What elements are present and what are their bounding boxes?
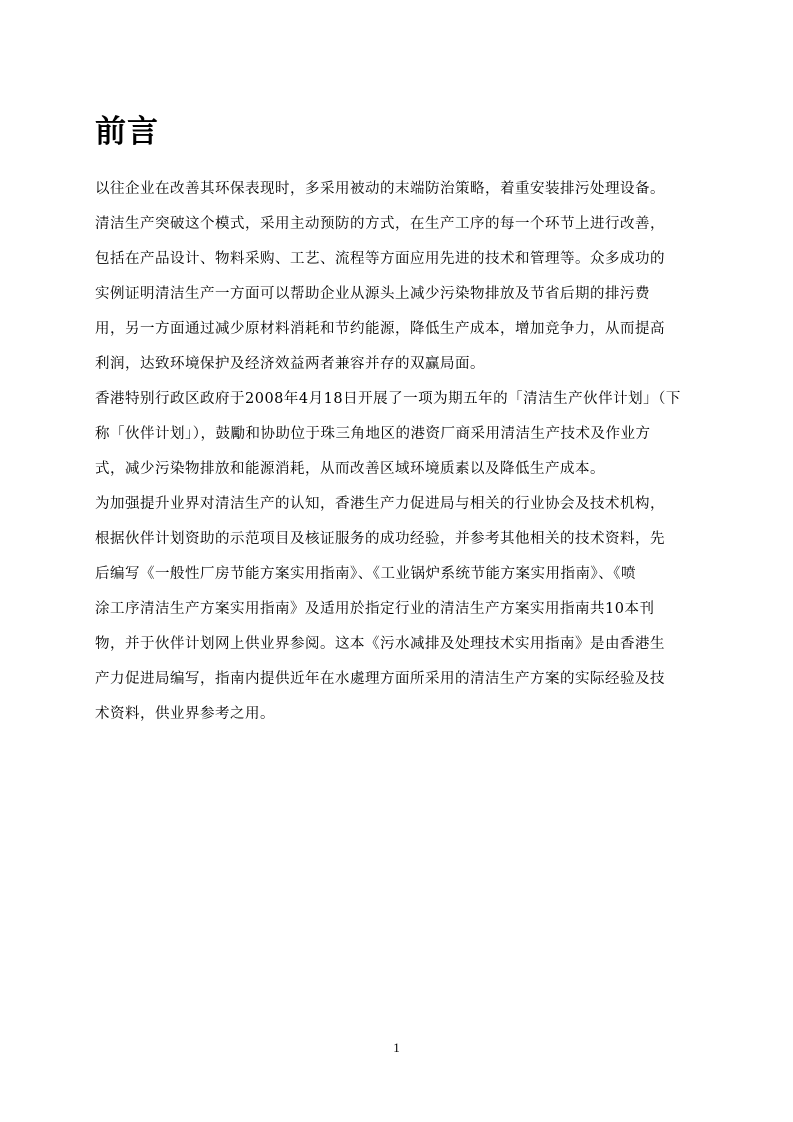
text-line: 以往企业在改善其环保表现时，多采用被动的末端防治策略，着重安装排污处理设备。 — [95, 181, 665, 197]
text-line: 清洁生产突破这个模式，采用主动预防的方式，在生产工序的每一个环节上进行改善， — [95, 216, 665, 232]
text-line: 根据伙伴计划资助的示范项目及核证服务的成功经验，并参考其他相关的技术资料，先 — [95, 531, 665, 547]
page-number: 1 — [393, 1040, 400, 1055]
text-line: 产力促进局编写，指南内提供近年在水處理方面所采用的清洁生产方案的实际经验及技 — [95, 671, 665, 687]
text-line: 术资料，供业界参考之用。 — [95, 706, 275, 722]
page-title: 前言 — [95, 114, 159, 150]
text-line: 香港特别行政区政府于2008年4月18日开展了一项为期五年的「清洁生产伙伴计划」（下 — [95, 391, 681, 407]
text-line: 式，减少污染物排放和能源消耗，从而改善区域环境质素以及降低生产成本。 — [95, 461, 605, 477]
document-body — [95, 172, 700, 732]
text-line: 物，并于伙伴计划网上供业界参阅。这本《污水减排及处理技术实用指南》是由香港生 — [95, 636, 665, 652]
text-line: 为加强提升业界对清洁生产的认知，香港生产力促进局与相关的行业协会及技术机构， — [95, 496, 665, 512]
text-line: 称「伙伴计划」），鼓勵和协助位于珠三角地区的港资厂商采用清洁生产技术及作业方 — [95, 426, 651, 442]
text-line: 实例证明清洁生产一方面可以帮助企业从源头上减少污染物排放及节省后期的排污费 — [95, 286, 650, 302]
text-line: 利润，达致环境保护及经济效益两者兼容并存的双赢局面。 — [95, 356, 485, 372]
text-line: 后编写《一般性厂房节能方案实用指南》、《工业锅炉系统节能方案实用指南》、《喷 — [95, 566, 636, 582]
paragraph-1 — [95, 172, 700, 382]
paragraph-3 — [95, 487, 700, 732]
text-line: 包括在产品设计、物料采购、工艺、流程等方面应用先进的技术和管理等。众多成功的 — [95, 251, 665, 267]
text-line: 用，另一方面通过减少原材料消耗和节约能源，降低生产成本，增加竞争力，从而提高 — [95, 321, 665, 337]
text-line: 涂工序清洁生产方案实用指南》及适用於指定行业的清洁生产方案实用指南共10本刊 — [95, 601, 655, 617]
paragraph-2 — [95, 382, 700, 487]
